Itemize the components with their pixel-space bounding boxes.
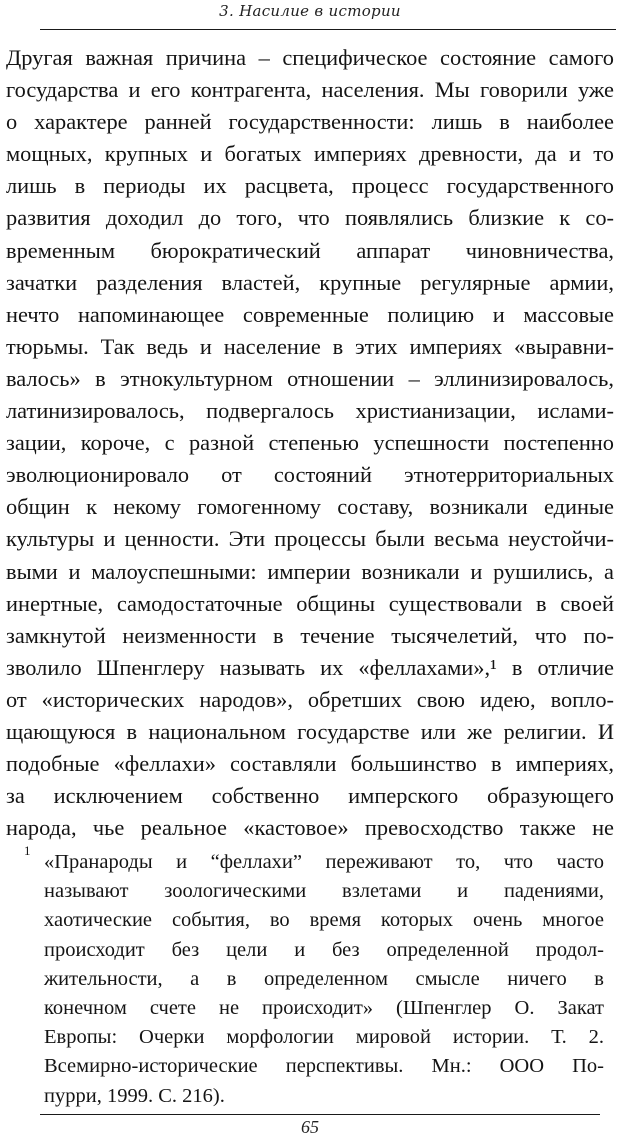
footnote-line: Всемирно-исторические перспективы. Мн.: ООО По-	[44, 1055, 604, 1078]
footnote	[24, 843, 604, 1111]
body-line: нечто напоминающее современные полицию и массовые	[6, 301, 614, 327]
body-line: зволило Шпенглеру называть их «феллахами»,¹ в отличие	[6, 654, 614, 680]
body-line: общин к некому гомогенному составу, возникали единые	[6, 494, 614, 520]
footnote-line: Европы: Очерки морфологии мировой истории. Т. 2.	[44, 1026, 604, 1049]
footnote-line: конечном счете не происходит» (Шпенглер О. Закат	[44, 996, 604, 1019]
body-line: валось» в этнокультурном отношении – эллинизировалось,	[6, 365, 614, 391]
body-line: мощных, крупных и богатых империях древности, да и то	[6, 141, 614, 167]
header-rule	[40, 29, 616, 30]
page-number: 65	[301, 1117, 319, 1137]
running-head: 3. Насилие в истории	[219, 2, 401, 20]
footnote-line: пурри, 1999. С. 216).	[44, 1084, 225, 1107]
body-line: зации, короче, с разной степенью успешности постепенно	[6, 430, 614, 456]
body-line: государства и его контрагента, населения. Мы говорили уже	[6, 77, 614, 103]
footnote-marker: 1	[24, 843, 31, 858]
body-line: замкнутой неизменности в течение тысячелетий, что по-	[6, 622, 614, 648]
body-line: культуры и ценности. Эти процессы были весьма неустойчи-	[6, 526, 614, 552]
body-line: эволюционировало от состояний этнотерриториальных	[6, 462, 614, 488]
body-line: развития доходил до того, что появлялись близкие к со-	[6, 205, 614, 231]
body-line: народа, чье реальное «кастовое» превосходство также не	[6, 815, 614, 841]
body-text	[6, 42, 614, 844]
footnote-line: происходит без цели и без определенной продол-	[44, 938, 604, 961]
body-line: щающуюся в национальном государстве или же религии. И	[6, 718, 614, 744]
body-line: инертные, самодостаточные общины существовали в своей	[6, 590, 614, 616]
footer-rule	[40, 1114, 600, 1115]
body-line: подобные «феллахи» составляли большинство в империях,	[6, 751, 614, 777]
body-line: тюрьмы. Так ведь и население в этих империях «выравни-	[6, 333, 614, 359]
footnote-line: жительности, а в определенном смысле ничего в	[44, 967, 604, 990]
body-line: латинизировалось, подвергалось христианизации, ислами-	[6, 398, 614, 424]
footnote-line: хаотические события, во время которых очень многое	[44, 909, 604, 932]
body-line: за исключением собственно имперского образующего	[6, 783, 614, 809]
body-line: временным бюрократический аппарат чиновничества,	[6, 237, 614, 263]
body-line: Другая важная причина – специфическое состояние самого	[6, 45, 614, 70]
footnote-line: называют зоологическими взлетами и падениями,	[44, 880, 604, 903]
body-line: выми и малоуспешными: империи возникали и рушились, а	[6, 558, 614, 584]
body-line: лишь в периоды их расцвета, процесс государственного	[6, 173, 614, 199]
footnote-line: «Пранароды и “феллахи” переживают то, что часто	[44, 851, 604, 873]
body-line: о характере ранней государственности: лишь в наиболее	[6, 109, 614, 135]
body-line: от «исторических народов», обретших свою идею, вопло-	[6, 686, 614, 712]
body-line: зачатки разделения властей, крупные регулярные армии,	[6, 269, 614, 295]
